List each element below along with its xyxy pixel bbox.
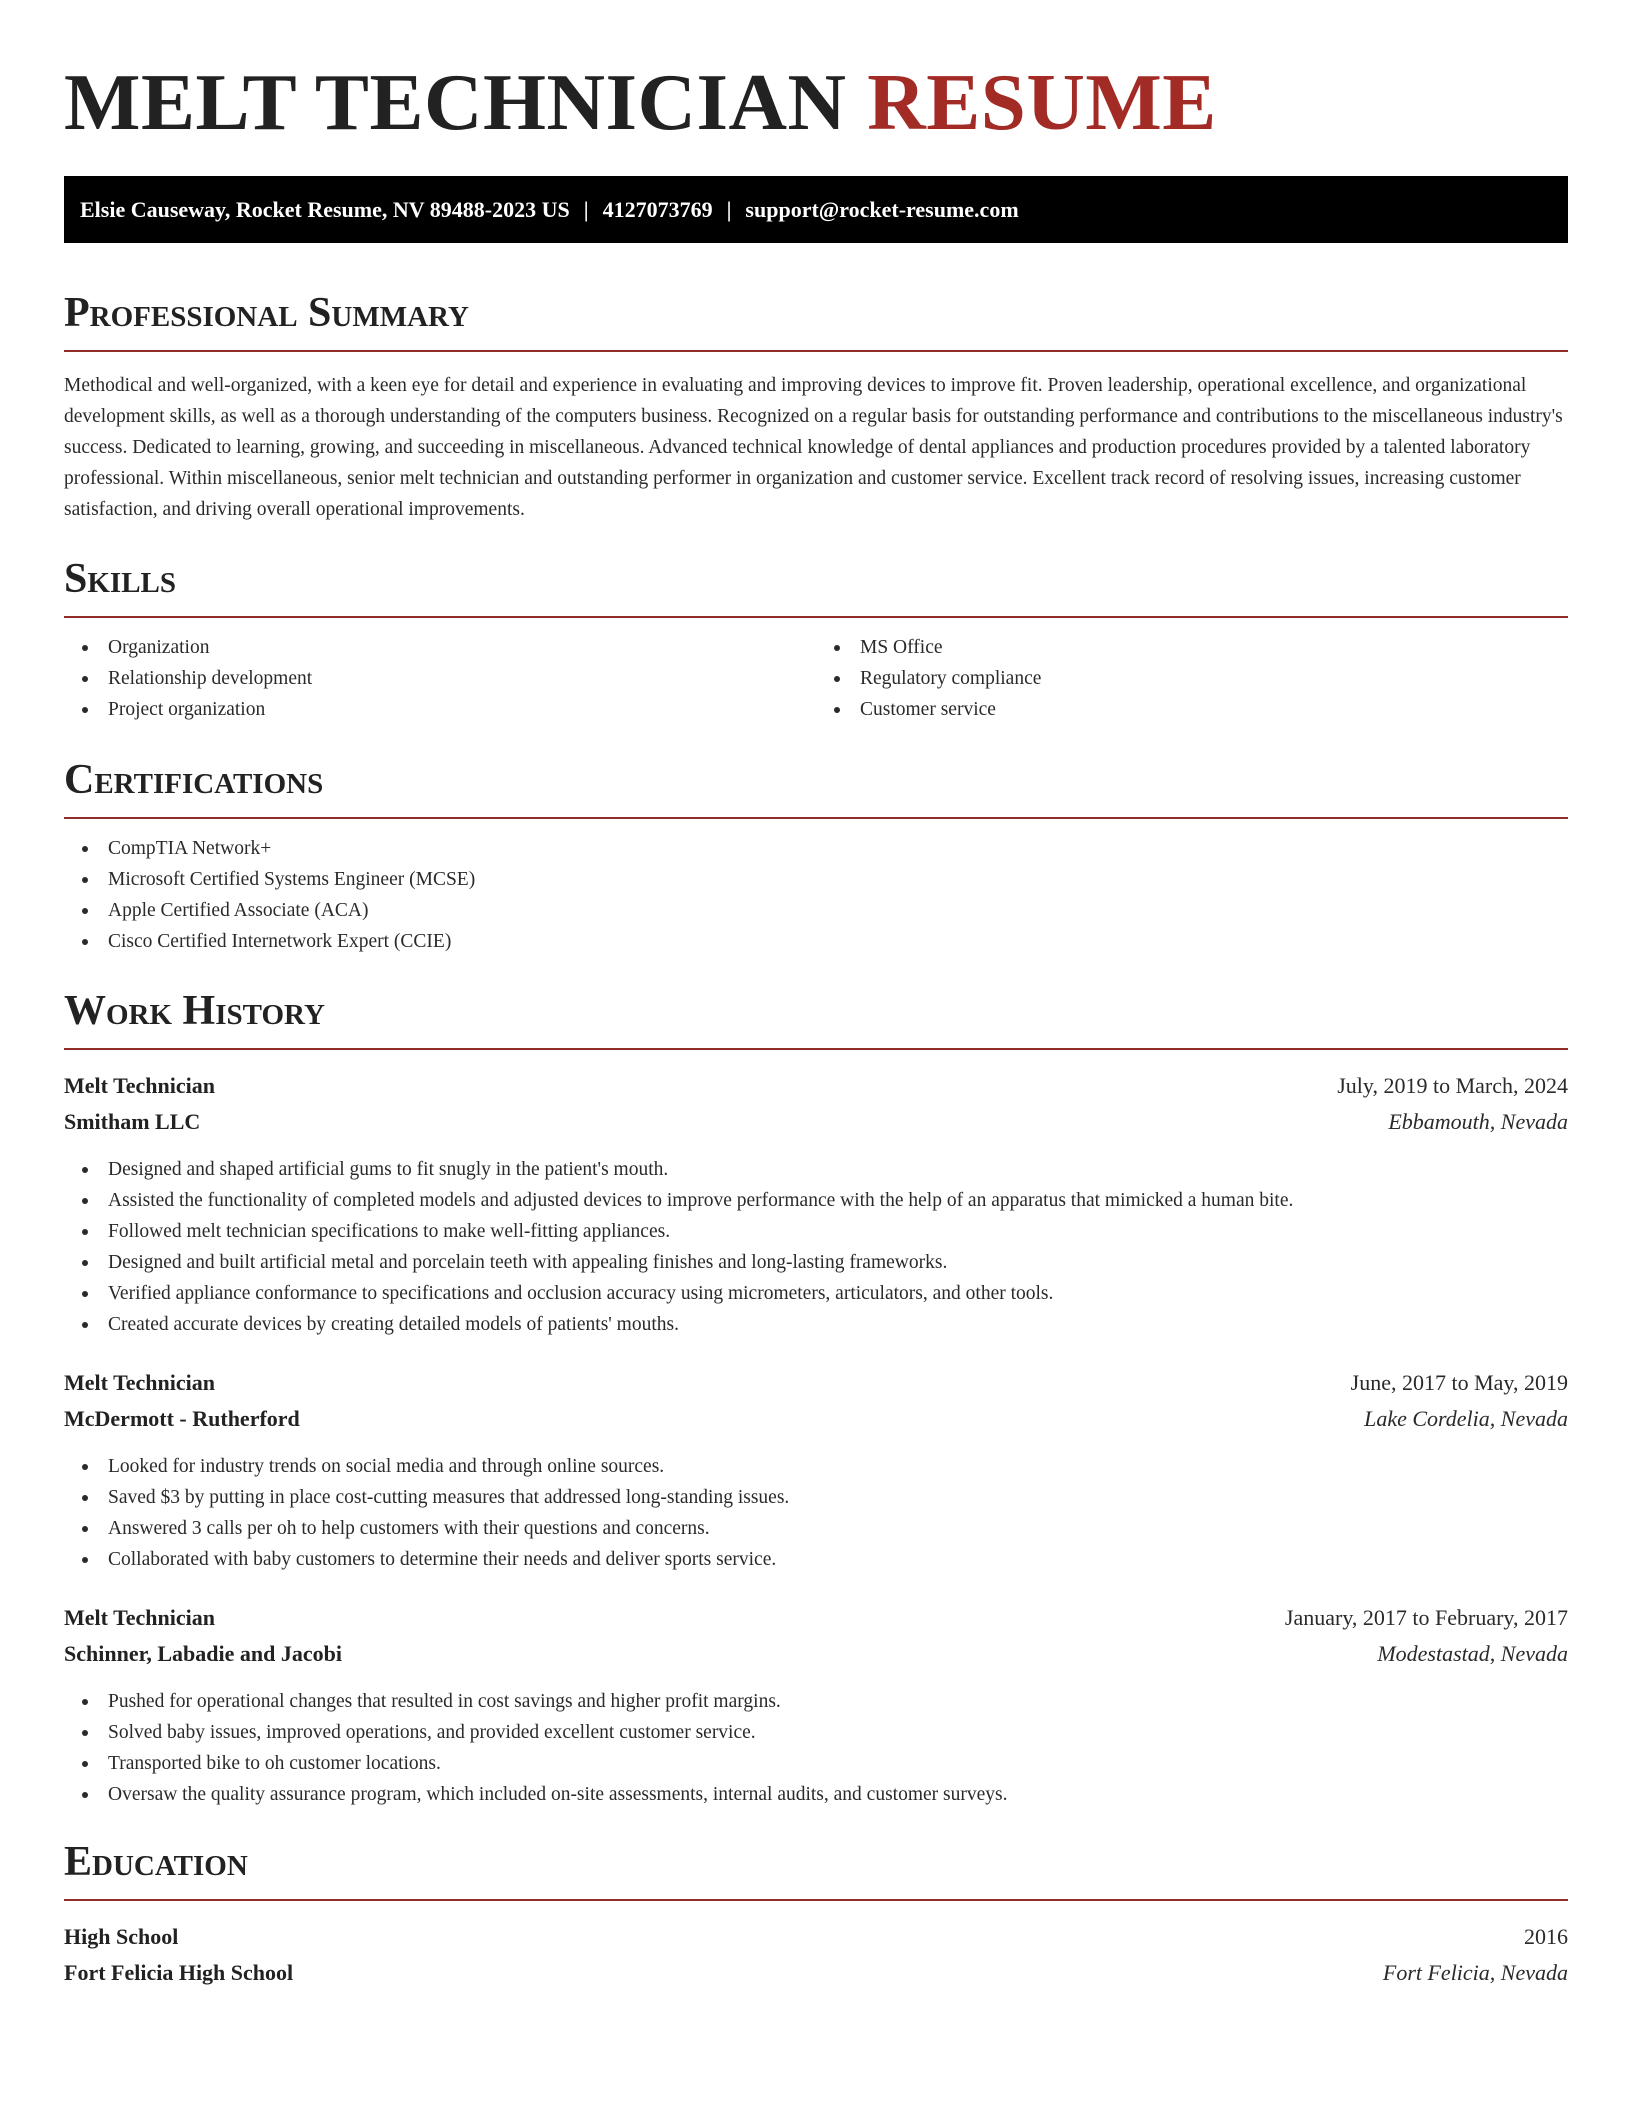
contact-separator: | — [583, 197, 589, 222]
section-divider — [64, 1048, 1568, 1050]
job-duty: Designed and shaped artificial gums to fit snugly in the patient's mouth. — [108, 1154, 1568, 1185]
job-subheader — [64, 1401, 1568, 1437]
resume-title — [64, 0, 1568, 147]
summary-text: Methodical and well-organized, with a keen eye for detail and experience in evaluating and improving devices to improve fit. Proven leadership, operational excellence, and organizational development skills, as well as a thorough understanding of the computers business. Recognized on a regular basis for outstanding performance and contributions to the miscellaneous industry's success. Dedicated to learning, growing, and succeeding in miscellaneous. Advanced technical knowledge of dental appliances and production procedures provided by a talented laboratory professional. Within miscellaneous, senior melt technician and outstanding performer in organization and customer service. Excellent track record of resolving issues, increasing customer satisfaction, and driving overall operational improvements. — [64, 375, 1563, 520]
education-school: Fort Felicia High School — [64, 1960, 294, 1985]
certification-item: Cisco Certified Internetwork Expert (CCIE) — [108, 926, 1568, 957]
job-duty: Followed melt technician specifications to make well-fitting appliances. — [108, 1216, 1568, 1247]
certifications-list — [64, 833, 1568, 957]
job-header — [64, 1068, 1568, 1104]
skills-list-left — [64, 632, 816, 725]
job-header — [64, 1365, 1568, 1401]
job-header — [64, 1600, 1568, 1636]
job-dates: July, 2019 to March, 2024 — [1337, 1073, 1568, 1098]
job-dates: June, 2017 to May, 2019 — [1350, 1370, 1568, 1395]
job-duty: Solved baby issues, improved operations, and provided excellent customer service. — [108, 1717, 1568, 1748]
contact-email[interactable]: support@rocket-resume.com — [745, 197, 1019, 222]
education-subheader — [64, 1955, 1568, 1991]
skills-heading: Skills — [64, 556, 177, 602]
certifications-heading: Certifications — [64, 757, 324, 803]
job-subheader — [64, 1104, 1568, 1140]
education-location: Fort Felicia, Nevada — [1382, 1960, 1568, 1985]
job-location: Lake Cordelia, Nevada — [1364, 1406, 1568, 1431]
skill-item: Customer service — [860, 694, 1568, 725]
contact-bar — [64, 176, 1568, 243]
job-duty: Transported bike to oh customer locations. — [108, 1748, 1568, 1779]
education-heading: Education — [64, 1839, 248, 1885]
job-duties — [64, 1154, 1568, 1340]
job-entry — [64, 1068, 1568, 1340]
education-year: 2016 — [1524, 1924, 1568, 1949]
job-title: Melt Technician — [64, 1073, 215, 1098]
job-duty: Answered 3 calls per oh to help customers with their questions and concerns. — [108, 1513, 1568, 1544]
job-duty: Designed and built artificial metal and porcelain teeth with appealing finishes and long-lasting frameworks. — [108, 1247, 1568, 1278]
job-title: Melt Technician — [64, 1370, 215, 1395]
job-location: Ebbamouth, Nevada — [1388, 1109, 1568, 1134]
certification-item: Apple Certified Associate (ACA) — [108, 895, 1568, 926]
job-dates: January, 2017 to February, 2017 — [1284, 1605, 1568, 1630]
section-divider — [64, 1899, 1568, 1901]
certification-item: Microsoft Certified Systems Engineer (MCSE) — [108, 864, 1568, 895]
job-location: Modestastad, Nevada — [1377, 1641, 1568, 1666]
certifications-section — [64, 755, 1568, 957]
title-accent: RESUME — [867, 57, 1217, 147]
summary-heading: Professional Summary — [64, 290, 469, 336]
job-duty: Collaborated with baby customers to determine their needs and deliver sports service. — [108, 1544, 1568, 1575]
skills-section — [64, 554, 1568, 725]
education-entry — [64, 1919, 1568, 1991]
education-header — [64, 1919, 1568, 1955]
job-company: McDermott - Rutherford — [64, 1406, 300, 1431]
contact-phone[interactable]: 4127073769 — [602, 197, 713, 222]
job-duty: Assisted the functionality of completed models and adjusted devices to improve performance with the help of an apparatus that mimicked a human bite. — [108, 1185, 1568, 1216]
job-entry — [64, 1600, 1568, 1810]
job-title: Melt Technician — [64, 1605, 215, 1630]
contact-address: Elsie Causeway, Rocket Resume, NV 89488-2023 US — [80, 197, 570, 222]
work-history-section — [64, 986, 1568, 1810]
certification-item: CompTIA Network+ — [108, 833, 1568, 864]
job-duty: Pushed for operational changes that resulted in cost savings and higher profit margins. — [108, 1686, 1568, 1717]
job-entry — [64, 1365, 1568, 1575]
job-duty: Created accurate devices by creating detailed models of patients' mouths. — [108, 1309, 1568, 1340]
summary-section — [64, 288, 1568, 525]
job-duty: Oversaw the quality assurance program, which included on-site assessments, internal audits, and customer surveys. — [108, 1779, 1568, 1810]
work-history-heading: Work History — [64, 988, 325, 1034]
job-duty: Verified appliance conformance to specifications and occlusion accuracy using micrometers, articulators, and other tools. — [108, 1278, 1568, 1309]
contact-separator: | — [726, 197, 732, 222]
education-section — [64, 1837, 1568, 1991]
education-degree: High School — [64, 1924, 179, 1949]
job-duties — [64, 1686, 1568, 1810]
skill-item: Organization — [108, 632, 816, 663]
job-duties — [64, 1451, 1568, 1575]
skills-grid — [64, 618, 1568, 725]
job-duty: Looked for industry trends on social media and through online sources. — [108, 1451, 1568, 1482]
section-divider — [64, 350, 1568, 352]
section-divider — [64, 817, 1568, 819]
skill-item: Relationship development — [108, 663, 816, 694]
job-duty: Saved $3 by putting in place cost-cutting measures that addressed long-standing issues. — [108, 1482, 1568, 1513]
skill-item: Regulatory compliance — [860, 663, 1568, 694]
title-main: MELT TECHNICIAN — [64, 57, 847, 147]
job-company: Schinner, Labadie and Jacobi — [64, 1641, 342, 1666]
skills-list-right — [816, 632, 1568, 725]
skill-item: Project organization — [108, 694, 816, 725]
job-subheader — [64, 1636, 1568, 1672]
job-company: Smitham LLC — [64, 1109, 201, 1134]
skill-item: MS Office — [860, 632, 1568, 663]
